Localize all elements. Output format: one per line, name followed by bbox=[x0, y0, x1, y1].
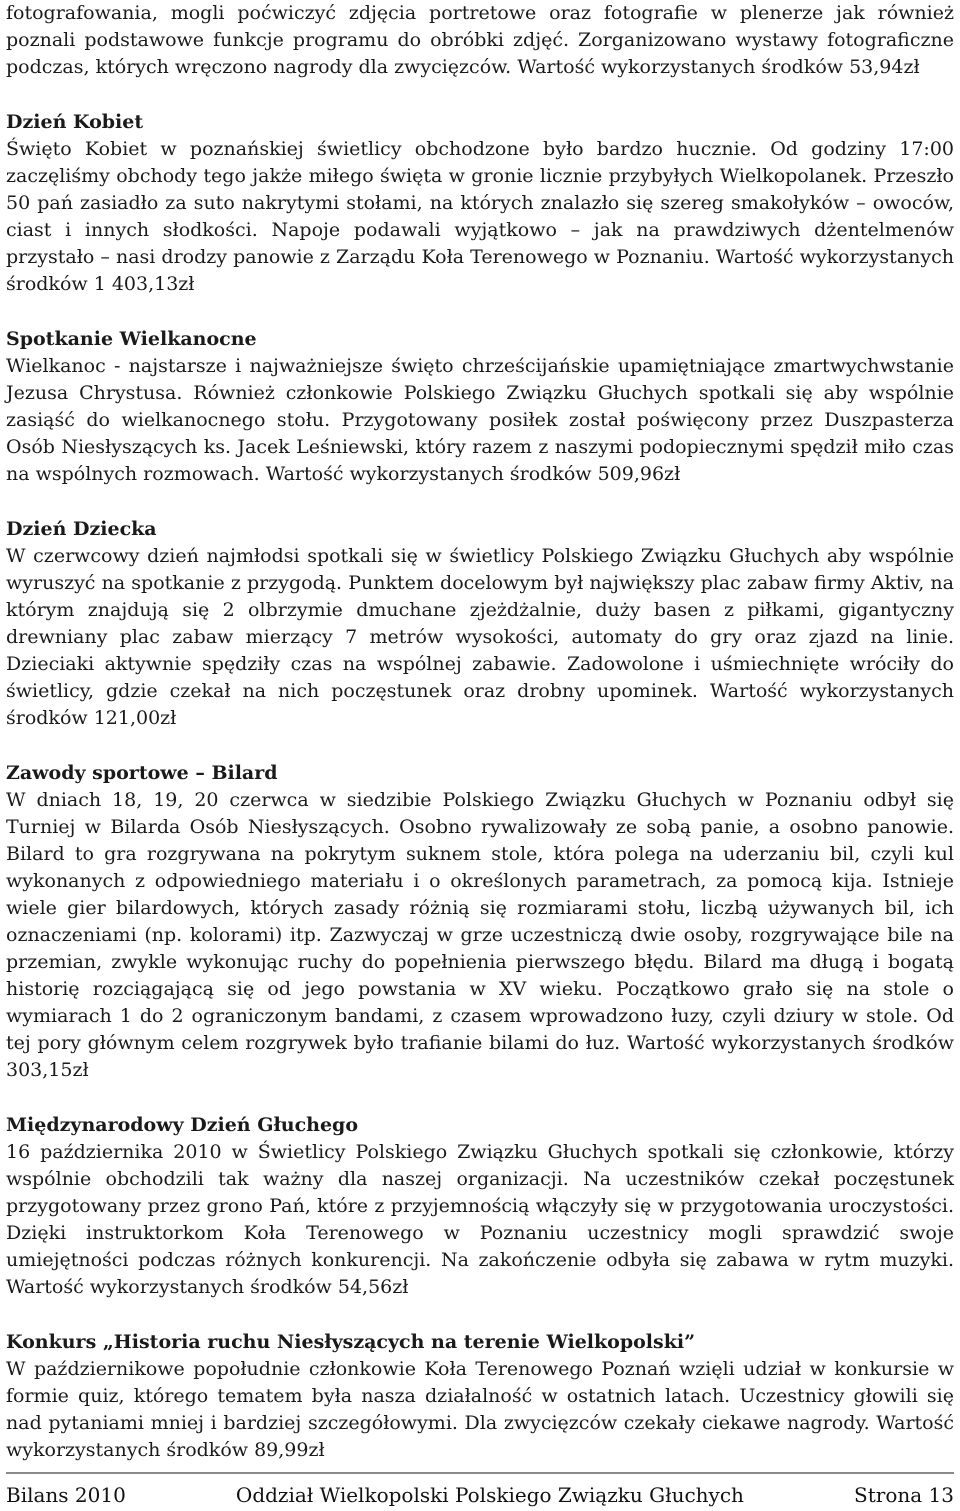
footer-organization: Oddział Wielkopolski Polskiego Związku Głuchych bbox=[235, 1483, 744, 1507]
page-footer bbox=[6, 1472, 954, 1507]
section-heading: Zawody sportowe – Bilard bbox=[6, 762, 278, 784]
section-dzien-kobiet bbox=[6, 109, 954, 298]
section-dzien-gluchego bbox=[6, 1112, 954, 1301]
section-body: Święto Kobiet w poznańskiej świetlicy obchodzone było bardzo hucznie. Od godziny 17:00 zaczęliśmy obchody tego jakże miłego święta w gronie licznie przybyłych Wielkopolanek. Przeszło 50 pań zasiadło za suto nakrytymi stołami, na których znalazło się szereg smakołyków – owoców, ciast i innych słodkości. Napoje podawali wyjątkowo – jak na prawdziwych dżentelmenów przystało – nasi drodzy panowie z Zarządu Koła Terenowego w Poznaniu. Wartość wykorzystanych środków 1 403,13zł bbox=[6, 138, 954, 295]
footer-document-title: Bilans 2010 bbox=[6, 1483, 126, 1507]
section-heading: Dzień Dziecka bbox=[6, 518, 157, 540]
section-body: W czerwcowy dzień najmłodsi spotkali się w świetlicy Polskiego Związku Głuchych aby wspólnie wyruszyć na spotkanie z przygodą. Punktem docelowym był największy plac zabaw firmy Aktiv, na którym znajdują się 2 olbrzymie dmuchane zjeżdżalnie, duży basen z piłkami, gigantyczny drewniany plac zabaw mierzący 7 metrów wysokości, automaty do gry oraz zjazd na linie. Dzieciaki aktywnie spędziły czas na wspólnej zabawie. Zadowolone i uśmiechnięte wróciły do świetlicy, gdzie czekał na nich poczęstunek oraz drobny upominek. Wartość wykorzystanych środków 121,00zł bbox=[6, 545, 954, 729]
section-body: 16 października 2010 w Świetlicy Polskiego Związku Głuchych spotkali się członkowie, którzy wspólnie obchodzili tak ważny dla naszej organizacji. Na uczestników czekał poczęstunek przygotowany przez grono Pań, które z przyjemnością włączyły się w przygotowania uroczystości. Dzięki instruktorkom Koła Terenowego w Poznaniu uczestnicy mogli sprawdzić swoje umiejętności podczas różnych konkurencji. Na zakończenie odbyła się zabawa w rytm muzyki. Wartość wykorzystanych środków 54,56zł bbox=[6, 1141, 954, 1298]
section-heading: Konkurs „Historia ruchu Niesłyszących na terenie Wielkopolski” bbox=[6, 1331, 696, 1353]
document-page bbox=[6, 0, 954, 1492]
section-heading: Spotkanie Wielkanocne bbox=[6, 328, 257, 350]
section-body: Wielkanoc - najstarsze i najważniejsze święto chrześcijańskie upamiętniające zmartwychwstanie Jezusa Chrystusa. Również członkowie Polskiego Związku Głuchych spotkali się aby wspólnie zasiąść do wielkanocnego stołu. Przygotowany posiłek został poświęcony przez Duszpasterza Osób Niesłyszących ks. Jacek Leśniewski, który razem z naszymi podopiecznymi spędził miło czas na wspólnych rozmowach. Wartość wykorzystanych środków 509,96zł bbox=[6, 355, 954, 485]
section-body: W październikowe popołudnie członkowie Koła Terenowego Poznań wzięli udział w konkursie w formie quiz, którego tematem była nasza działalność w ostatnich latach. Uczestnicy głowili się nad pytaniami mniej i bardziej szczegółowymi. Dla zwycięzców czekały ciekawe nagrody. Wartość wykorzystanych środków 89,99zł bbox=[6, 1358, 954, 1461]
footer-page-number: Strona 13 bbox=[854, 1483, 954, 1507]
section-konkurs-historia bbox=[6, 1329, 954, 1464]
section-heading: Dzień Kobiet bbox=[6, 111, 144, 133]
section-dzien-dziecka bbox=[6, 516, 954, 732]
section-heading: Międzynarodowy Dzień Głuchego bbox=[6, 1114, 359, 1136]
section-spotkanie-wielkanocne bbox=[6, 326, 954, 488]
intro-paragraph: fotografowania, mogli poćwiczyć zdjęcia portretowe oraz fotografie w plenerze jak również poznali podstawowe funkcje programu do obróbki zdjęć. Zorganizowano wystawy fotograficzne podczas, których wręczono nagrody dla zwycięzców. Wartość wykorzystanych środków 53,94zł bbox=[6, 2, 954, 78]
section-body: W dniach 18, 19, 20 czerwca w siedzibie Polskiego Związku Głuchych w Poznaniu odbył się Turniej w Bilarda Osób Niesłyszących. Osobno rywalizowały ze sobą panie, a osobno panowie. Bilard to gra rozgrywana na pokrytym suknem stole, która polega na uderzaniu bil, czyli kul wykonanych z odpowiedniego materiału i o określonych parametrach, za pomocą kija. Istnieje wiele gier bilardowych, których zasady różnią się rozmiarami stołu, liczbą używanych bil, ich oznaczeniami (np. kolorami) itp. Zazwyczaj w grze uczestniczą dwie osoby, rozgrywające bile na przemian, zwykle wykonując ruchy do popełnienia pierwszego błędu. Bilard ma długą i bogatą historię rozciągającą się od jego powstania w XV wieku. Początkowo grało się na stole o wymiarach 1 do 2 ograniczonym bandami, z czasem wprowadzono łuzy, czyli dziury w stole. Od tej pory głównym celem rozgrywek było trafianie bilami do łuz. Wartość wykorzystanych środków 303,15zł bbox=[6, 789, 954, 1081]
section-zawody-bilard bbox=[6, 760, 954, 1084]
